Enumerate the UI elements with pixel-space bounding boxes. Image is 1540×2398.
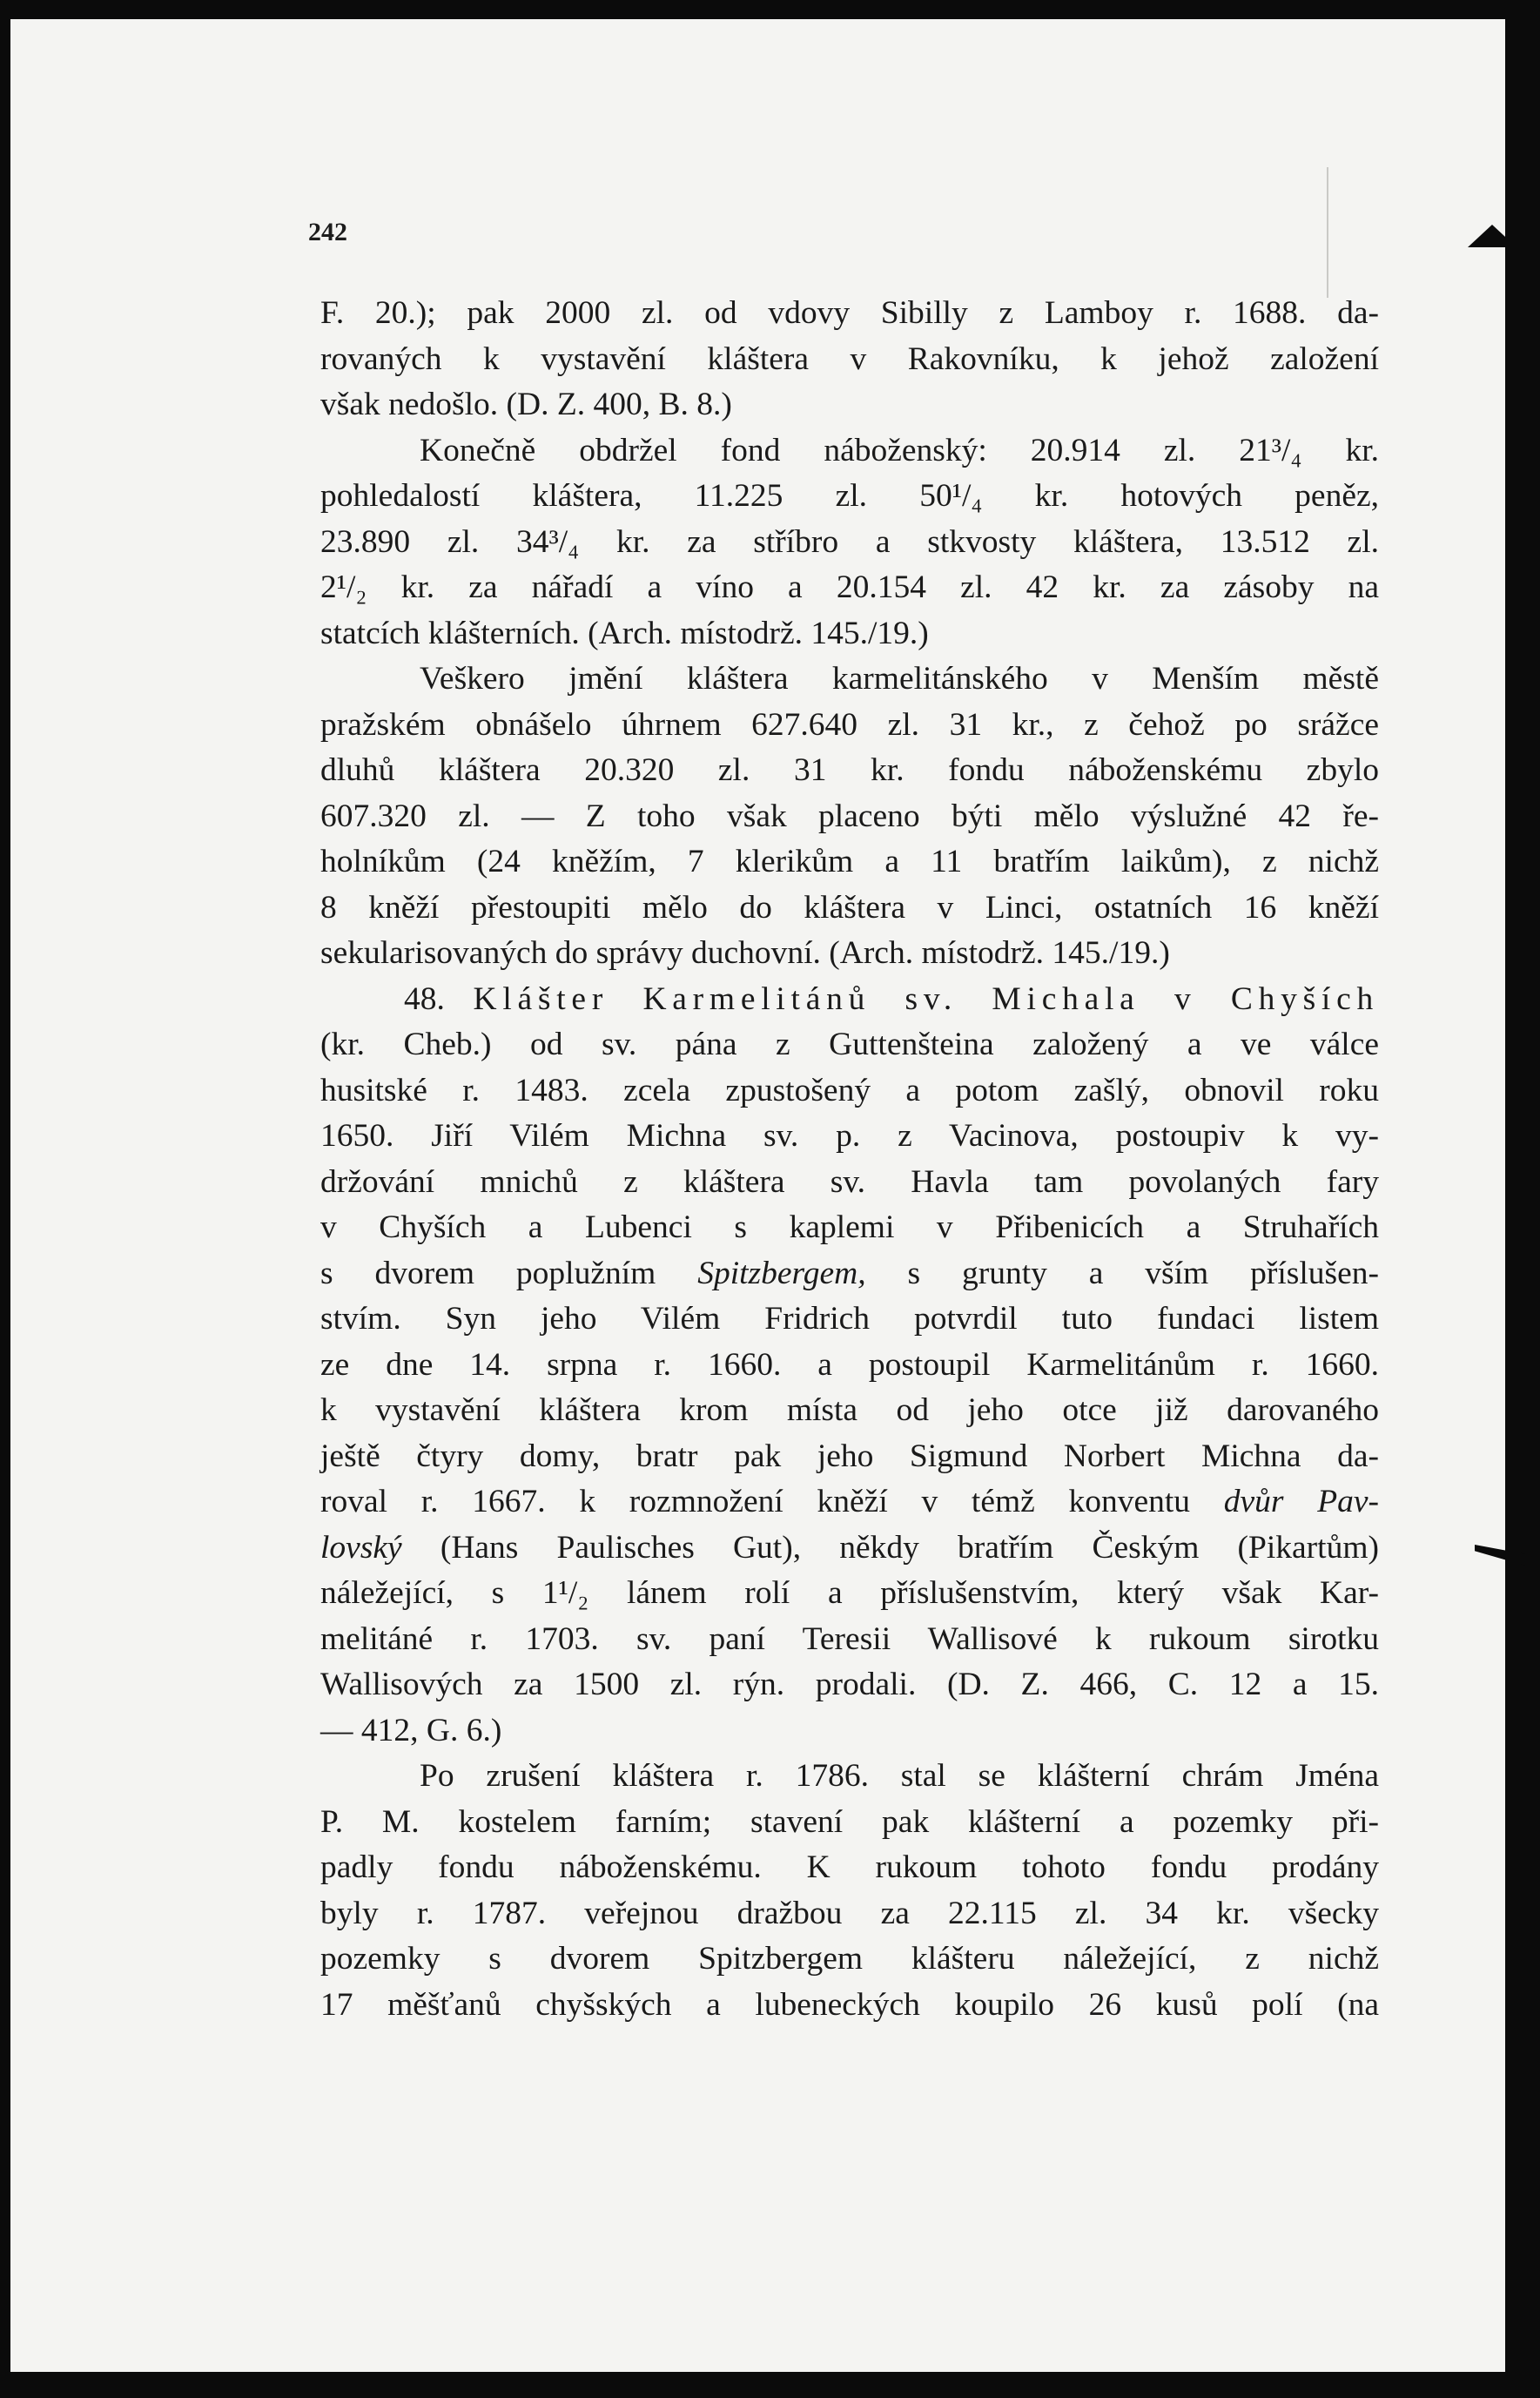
text-line: padly fondu náboženskému. K rukoum tohoto fondu prodány [320,1849,1379,1885]
section-heading-line [320,977,1379,1023]
text-line: sekularisovaných do správy duchovní. (Arch. místodrž. 145./19.) [320,935,1170,971]
paragraph-start-line: Konečně obdržel fond náboženský: 20.914 zl. 21³/₄ kr. [420,432,1379,468]
text-line: 1650. Jiří Vilém Michna sv. p. z Vacinova, postoupiv k vy- [320,1118,1379,1154]
text-line: držování mnichů z kláštera sv. Havla tam povolaných fary [320,1163,1379,1200]
text-line: ze dne 14. srpna r. 1660. a postoupil Karmelitánům r. 1660. [320,1346,1379,1383]
italic-estate-name: dvůr Pav- [1223,1484,1380,1519]
italic-estate-name: lovský [320,1529,402,1566]
section-heading: Klášter Karmelitánů sv. Michala v Chyších [473,980,1379,1017]
text-line: však nedošlo. (D. Z. 400, B. 8.) [320,387,732,422]
text-line: k vystavění kláštera krom místa od jeho otce již darovaného [320,1392,1379,1428]
text-line: 8 kněží přestoupiti mělo do kláštera v Linci, ostatních 16 kněží [320,889,1379,926]
text-line: holníkům (24 kněžím, 7 klerikům a 11 bratřím laikům), z nichž [320,844,1379,879]
text-line: F. 20.); pak 2000 zl. od vdovy Sibilly z Lamboy r. 1688. da- [320,295,1379,331]
text-run: s dvorem poplužním [320,1255,656,1291]
text-line: melitáné r. 1703. sv. paní Teresii Wallisové k rukoum sirotku [320,1620,1379,1657]
text-line [320,1479,1379,1526]
italic-place-name: Spitzbergem, [697,1255,866,1291]
text-line: pozemky s dvorem Spitzbergem klášteru náležející, z nichž [320,1941,1379,1977]
text-line: — 412, G. 6.) [320,1712,502,1748]
text-line: 2¹/₂ kr. za nářadí a víno a 20.154 zl. 42 kr. za zásoby na [320,569,1379,605]
text-line: stvím. Syn jeho Vilém Fridrich potvrdil tuto fundaci listem [320,1301,1379,1337]
text-line: ještě čtyry domy, bratr pak jeho Sigmund Norbert Michna da- [320,1438,1379,1474]
text-line: P. M. kostelem farním; stavení pak klášterní a pozemky při- [320,1803,1379,1840]
text-line: Wallisových za 1500 zl. rýn. prodali. (D. Z. 466, C. 12 a 15. [320,1667,1379,1702]
text-line: statcích klášterních. (Arch. místodrž. 145./19.) [320,615,929,651]
text-line: náležející, s 1¹/₂ lánem rolí a příslušenstvím, který však Kar- [320,1575,1379,1611]
text-run: roval r. 1667. k rozmnožení kněží v témž konventu [320,1484,1191,1519]
text-line: v Chyších a Lubenci s kaplemi v Přibenicích a Struhařích [320,1209,1379,1245]
text-line [320,1526,1379,1572]
text-line: rovaných k vystavění kláštera v Rakovníku, k jehož založení [320,340,1379,377]
text-line: husitské r. 1483. zcela zpustošený a potom zašlý, obnovil roku [320,1072,1379,1108]
text-line [320,1251,1379,1297]
text-run: s grunty a vším příslušen- [907,1255,1380,1291]
paragraph-start-line: Po zrušení kláštera r. 1786. stal se klášterní chrám Jména [420,1758,1379,1794]
text-line: (kr. Cheb.) od sv. pána z Guttenšteina založený a ve válce [320,1027,1379,1062]
text-line: pohledalostí kláštera, 11.225 zl. 50¹/₄ kr. hotových peněz, [320,478,1379,514]
text-line: dluhů kláštera 20.320 zl. 31 kr. fondu náboženskému zbylo [320,752,1379,788]
text-line: byly r. 1787. veřejnou dražbou za 22.115 zl. 34 kr. všecky [320,1895,1379,1931]
paragraph-start-line: Veškero jmění kláštera karmelitánského v Menším městě [420,661,1379,697]
text-line: pražském obnášelo úhrnem 627.640 zl. 31 kr., z čehož po srážce [320,706,1379,743]
body-text [320,291,1379,2028]
scan-edge-line [1327,167,1328,298]
text-line: 607.320 zl. — Z toho však placeno býti mělo výslužné 42 ře- [320,798,1379,834]
scan-marker-triangle-icon [1468,225,1516,247]
scan-edge-bar [1510,902,1521,2395]
text-run: (Hans Paulisches Gut), někdy bratřím Českým (Pikartům) [440,1529,1379,1566]
text-line: 17 měšťanů chyšských a lubeneckých koupilo 26 kusů polí (na [320,1986,1379,2023]
text-line: 23.890 zl. 34³/₄ kr. za stříbro a stkvosty kláštera, 13.512 zl. [320,523,1379,560]
section-number: 48. [404,980,445,1017]
scanned-page [10,19,1505,2372]
page-number: 242 [308,218,347,246]
